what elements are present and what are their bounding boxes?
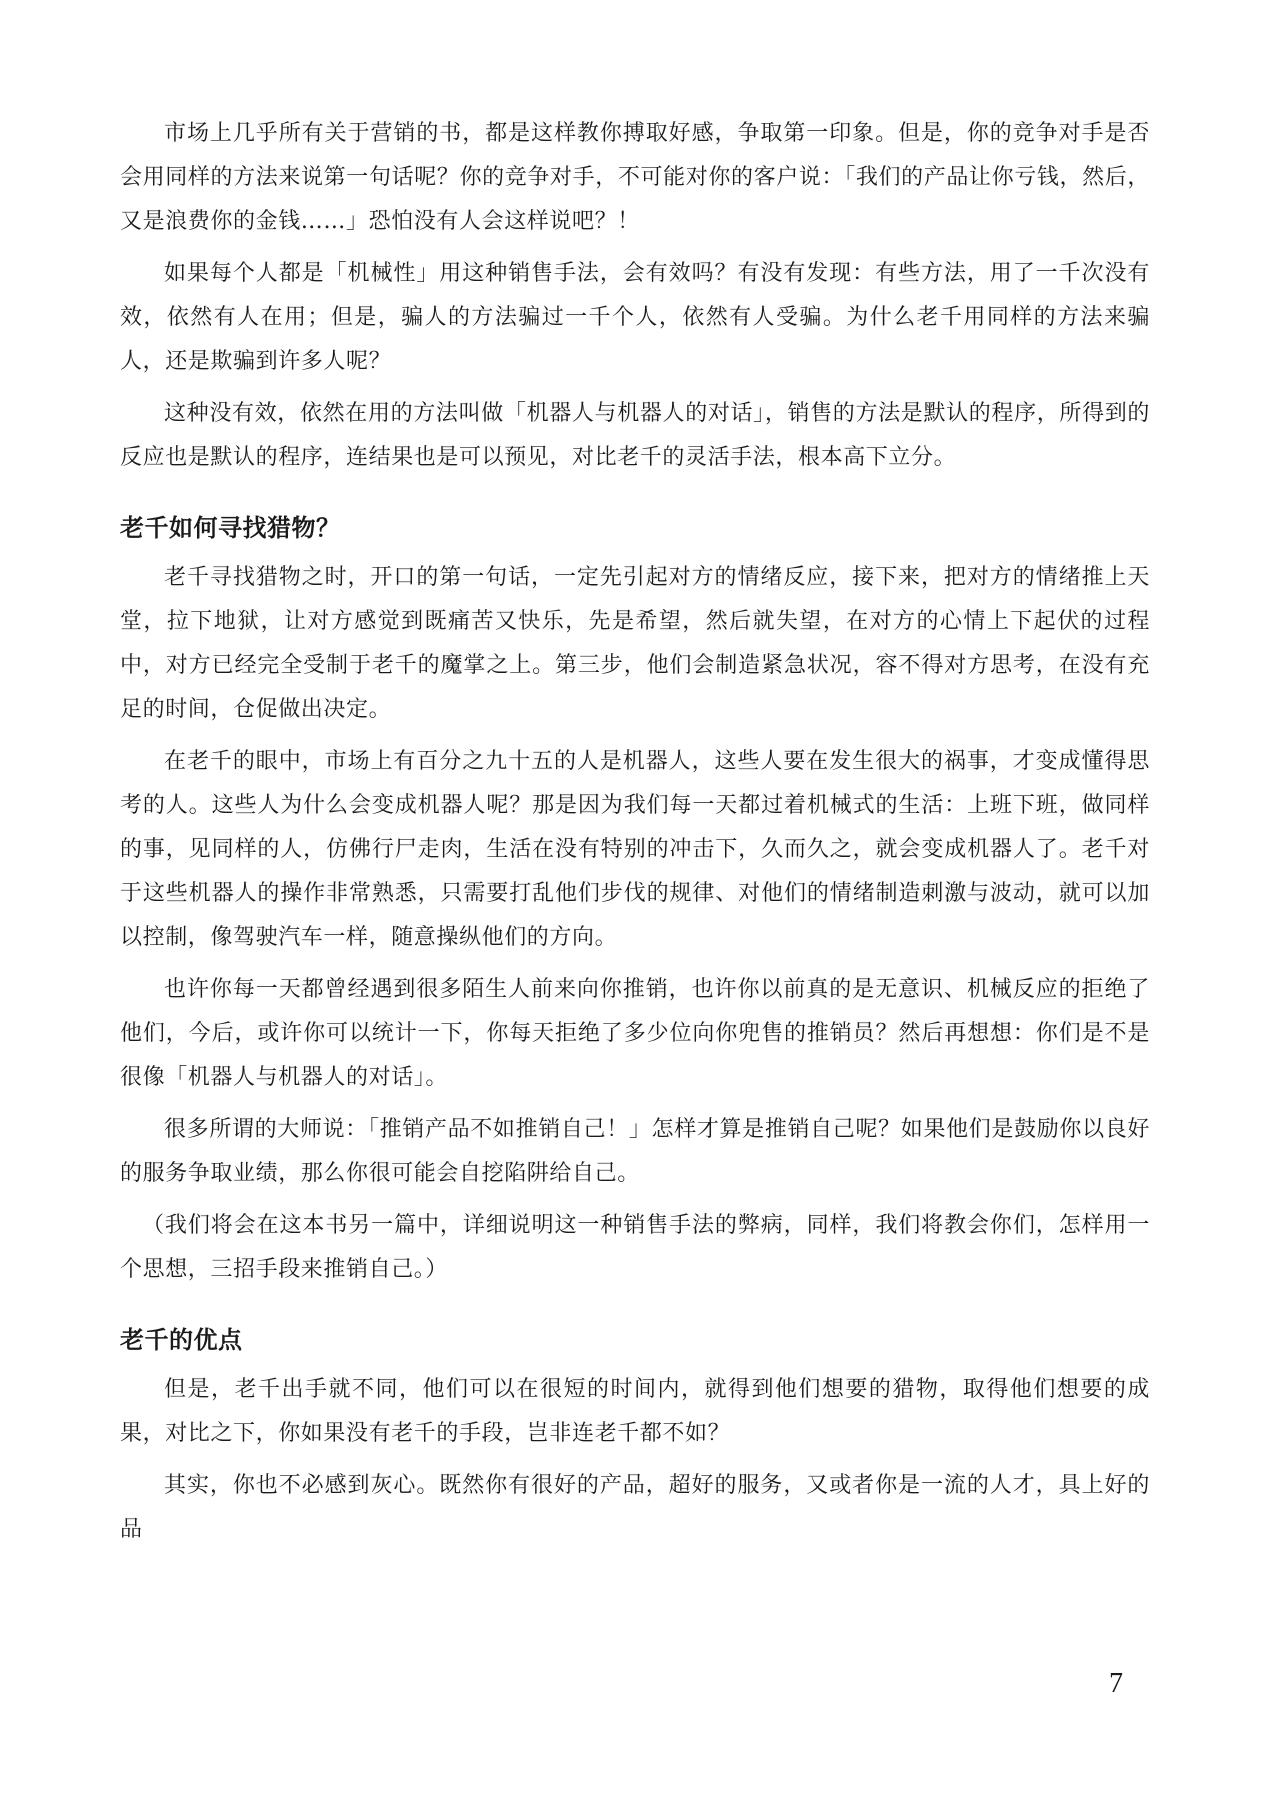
paragraph: 如果每个人都是「机械性」用这种销售手法，会有效吗？有没有发现：有些方法，用了一千次没有效，依然有人在用；但是，骗人的方法骗过一千个人，依然有人受骗。为什么老千用同样的方法来骗人，还是欺骗到许多人呢？ xyxy=(120,261,1150,374)
paragraph: 这种没有效，依然在用的方法叫做「机器人与机器人的对话」，销售的方法是默认的程序，所得到的反应也是默认的程序，连结果也是可以预见，对比老千的灵活手法，根本高下立分。 xyxy=(120,401,1150,470)
paragraph: 很多所谓的大师说：「推销产品不如推销自己！」怎样才算是推销自己呢？如果他们是鼓励你以良好的服务争取业绩，那么你很可能会自挖陷阱给自己。 xyxy=(120,1117,1150,1186)
document-page xyxy=(120,112,1150,1560)
paragraph: 也许你每一天都曾经遇到很多陌生人前来向你推销，也许你以前真的是无意识、机械反应的拒绝了他们，今后，或许你可以统计一下，你每天拒绝了多少位向你兜售的推销员？然后再想想：你们是不是很像「机器人与机器人的对话」。 xyxy=(120,977,1150,1090)
paragraph: 在老千的眼中，市场上有百分之九十五的人是机器人，这些人要在发生很大的祸事，才变成懂得思考的人。这些人为什么会变成机器人呢？那是因为我们每一天都过着机械式的生活：上班下班，做同样的事，见同样的人，仿佛行尸走肉，生活在没有特别的冲击下，久而久之，就会变成机器人了。老千对于这些机器人的操作非常熟悉，只需要打乱他们步伐的规律、对他们的情绪制造刺激与波动，就可以加以控制，像驾驶汽车一样，随意操纵他们的方向。 xyxy=(120,749,1150,950)
section-heading: 老千如何寻找猎物？ xyxy=(120,514,341,542)
paragraph: 老千寻找猎物之时，开口的第一句话，一定先引起对方的情绪反应，接下来，把对方的情绪推上天堂，拉下地狱，让对方感觉到既痛苦又快乐，先是希望，然后就失望，在对方的心情上下起伏的过程中，对方已经完全受制于老千的魔掌之上。第三步，他们会制造紧急状况，容不得对方思考，在没有充足的时间，仓促做出决定。 xyxy=(120,565,1150,722)
paragraph: 市场上几乎所有关于营销的书，都是这样教你搏取好感，争取第一印象。但是，你的竞争对手是否会用同样的方法来说第一句话呢？你的竞争对手，不可能对你的客户说：「我们的产品让你亏钱，然后，又是浪费你的金钱……」恐怕没有人会这样说吧？！ xyxy=(120,121,1150,234)
paragraph: 其实，你也不必感到灰心。既然你有很好的产品，超好的服务，又或者你是一流的人才，具上好的品 xyxy=(120,1473,1150,1542)
paragraph: 但是，老千出手就不同，他们可以在很短的时间内，就得到他们想要的猎物，取得他们想要的成果，对比之下，你如果没有老千的手段，岂非连老千都不如？ xyxy=(120,1377,1150,1446)
page-number: 7 xyxy=(1109,1668,1123,1699)
section-heading: 老千的优点 xyxy=(120,1326,243,1354)
note-paragraph: （我们将会在这本书另一篇中，详细说明这一种销售手法的弊病，同样，我们将教会你们，怎样用一个思想，三招手段来推销自己。） xyxy=(120,1213,1150,1282)
